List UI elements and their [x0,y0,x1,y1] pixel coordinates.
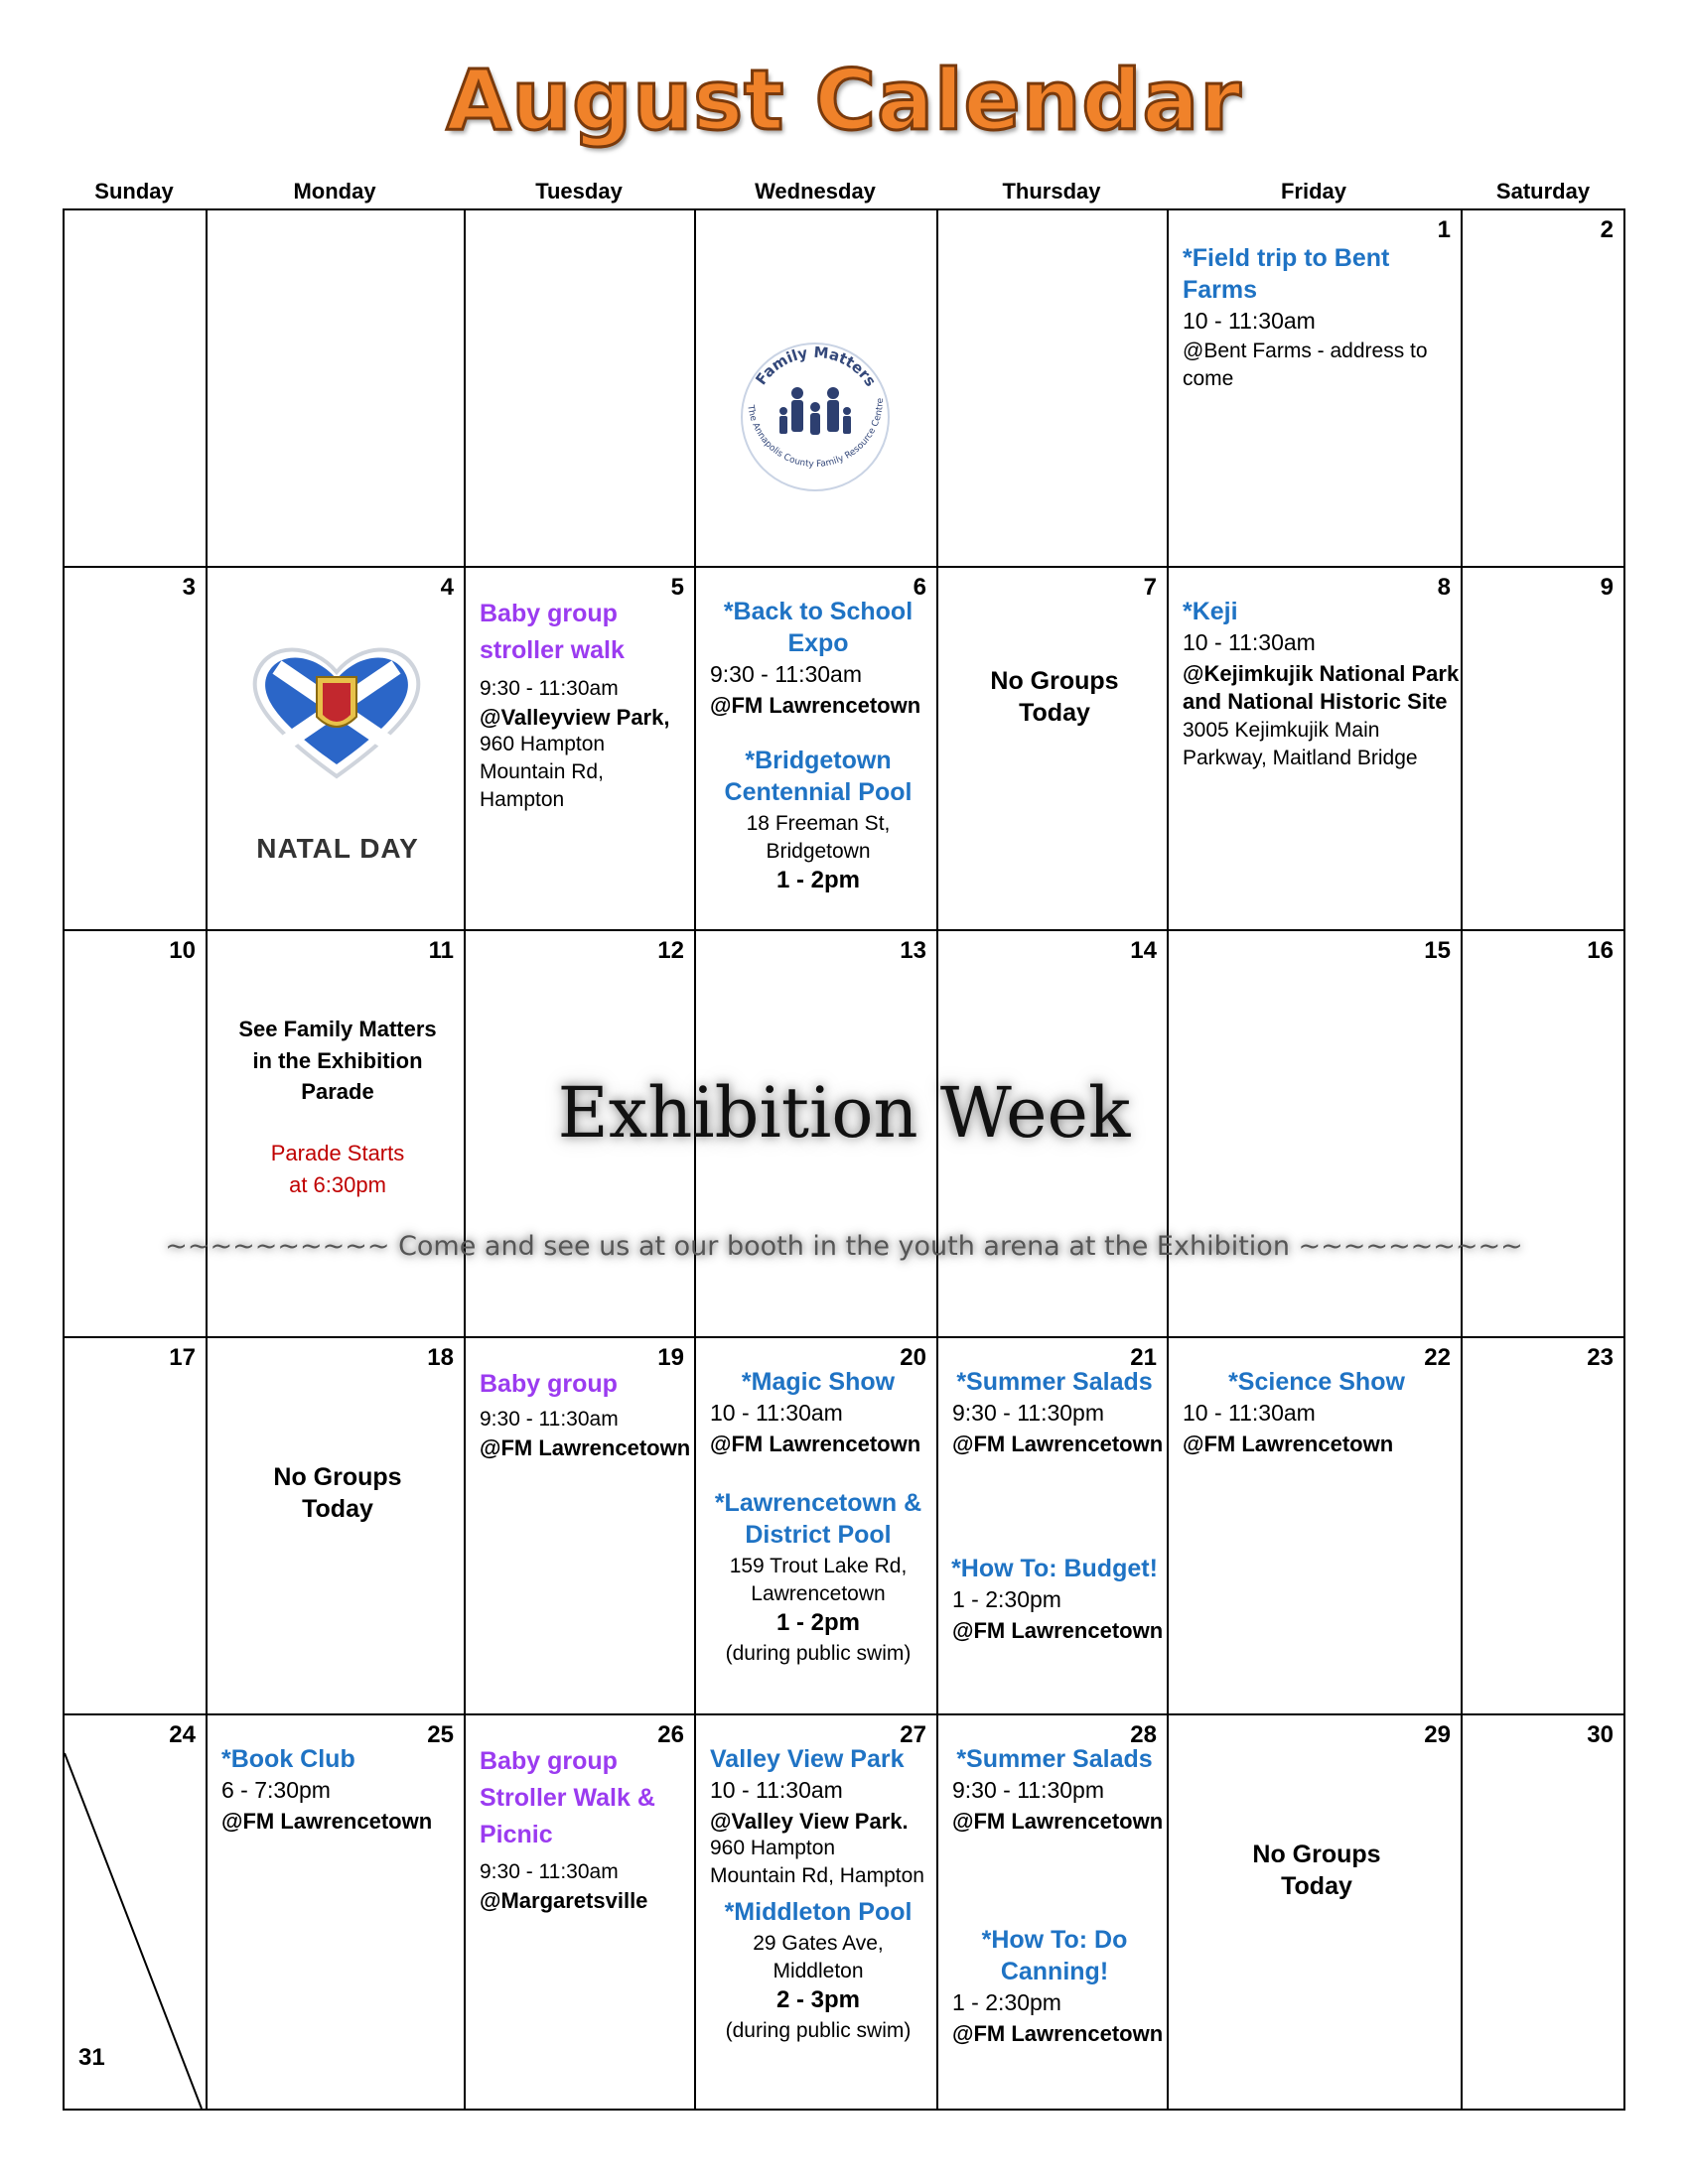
event-time: 1 - 2:30pm [952,1989,1061,2015]
date-number: 17 [169,1344,196,1371]
event-title: Picnic [480,1821,553,1848]
event-address: Mountain Rd, [480,760,604,783]
event-place: @FM Lawrencetown [952,1432,1164,1456]
svg-text:Family Matters [752,343,880,390]
day-cell-aug-1 [1167,208,1463,568]
date-number: 6 [913,574,926,601]
logo-tagline: The Annapolis County Family Resource Centre [745,397,887,471]
day-cell-empty [936,208,1169,568]
day-cell-aug-26 [464,1713,696,2111]
event-time: 9:30 - 11:30am [710,661,863,687]
day-cell-aug-18 [206,1336,466,1715]
event-title: *Book Club [221,1745,355,1773]
event-place: @FM Lawrencetown [221,1809,433,1834]
date-number: 8 [1437,574,1451,601]
date-number: 29 [1424,1721,1451,1748]
event-note: See Family Matters [238,1017,437,1041]
event-note: Parade Starts [270,1141,405,1165]
event-place: @Margaretsville [480,1888,648,1913]
date-number: 12 [657,937,684,964]
event-address: Parkway, Maitland Bridge [1183,747,1418,769]
day-header-tuesday: Tuesday [535,179,623,204]
exhibition-week-title: Exhibition Week [557,1072,1131,1154]
event-title: *Keji [1183,598,1238,625]
event-time: 9:30 - 11:30am [480,1408,619,1431]
date-number: 11 [428,937,454,964]
event-time: 10 - 11:30am [710,1777,843,1803]
event-time: 1 - 2pm [775,1609,861,1636]
event-title: Canning! [1000,1958,1109,1985]
day-cell-aug-8 [1167,566,1463,931]
event-title: Expo [787,629,849,657]
event-place: @FM Lawrencetown [710,1432,921,1456]
logo-name: Family Matters [752,342,881,390]
event-place: @FM Lawrencetown [480,1435,691,1460]
natal-day-heart-icon [247,637,426,786]
no-groups-label: No Groups [1252,1841,1381,1868]
day-header-thursday: Thursday [1002,179,1101,204]
date-number: 16 [1587,937,1614,964]
event-title: Baby group [480,1370,618,1398]
event-address: 18 Freeman St, [746,812,891,835]
event-address: Middleton [773,1960,864,1982]
day-cell-aug-21 [936,1336,1169,1715]
event-title: stroller walk [480,636,625,664]
event-place: @FM Lawrencetown [952,1809,1164,1834]
event-note: Parade [301,1079,374,1104]
event-place: @Bent Farms - address to come [1183,340,1428,390]
day-cell-aug-3 [63,566,208,931]
day-header-saturday: Saturday [1495,179,1591,204]
date-number: 30 [1587,1721,1614,1748]
event-title: District Pool [745,1521,892,1549]
event-address: 960 Hampton [710,1837,836,1859]
event-title: Baby group [480,1747,618,1775]
date-number: 21 [1130,1344,1157,1371]
event-note: (during public swim) [725,1642,912,1665]
date-number: 2 [1600,216,1614,243]
event-place: and National Historic Site [1183,689,1448,714]
date-number: 25 [427,1721,454,1748]
no-groups-label: Today [1281,1872,1352,1900]
exhibition-week-subtitle: ~~~~~~~~~~ Come and see us at our booth in the youth arena at the Exhibition ~~~~~~~~~~ [165,1231,1523,1262]
event-address: Bridgetown [766,840,871,863]
day-cell-empty [694,208,938,568]
event-time: 2 - 3pm [775,1986,861,2013]
day-header-sunday: Sunday [94,179,174,204]
event-title: *Lawrencetown & [714,1489,922,1517]
event-place: @FM Lawrencetown [952,2021,1164,2046]
day-cell-empty [63,208,208,568]
date-number: 27 [900,1721,926,1748]
event-place: @Valleyview Park, [480,705,670,730]
event-time: 10 - 11:30am [1183,308,1316,334]
event-place: @FM Lawrencetown [952,1618,1164,1643]
date-number: 18 [427,1344,454,1371]
day-cell-aug-9 [1461,566,1625,931]
day-cell-aug-19 [464,1336,696,1715]
calendar-grid [63,208,1625,2111]
event-time: 10 - 11:30am [1183,1400,1316,1426]
event-address: 960 Hampton [480,733,606,755]
event-time: 1 - 2:30pm [952,1586,1061,1612]
event-note: at 6:30pm [289,1172,386,1197]
event-title: Stroller Walk & [480,1784,655,1812]
date-number: 26 [657,1721,684,1748]
family-matters-logo [726,328,905,506]
day-cell-aug-7 [936,566,1169,931]
no-groups-label: Today [1019,699,1090,727]
date-number: 10 [169,937,196,964]
event-time: 9:30 - 11:30am [480,677,619,700]
page-title: August Calendar [446,52,1242,149]
event-title: *How To: Budget! [951,1555,1158,1582]
event-title: *Summer Salads [956,1368,1153,1396]
date-number: 28 [1130,1721,1157,1748]
event-address: 29 Gates Ave, [753,1932,884,1955]
event-note: (during public swim) [725,2019,912,2042]
date-number: 22 [1424,1344,1451,1371]
day-header-wednesday: Wednesday [755,179,876,204]
event-place: @Kejimkujik National Park [1183,661,1460,686]
no-groups-label: No Groups [273,1463,402,1491]
event-title: *Bridgetown [745,747,892,774]
day-cell-aug-6 [694,566,938,931]
date-number: 3 [182,574,196,601]
day-cell-aug-24-31 [63,1713,208,2111]
day-cell-aug-5 [464,566,696,931]
day-header-monday: Monday [293,179,376,204]
event-time: 6 - 7:30pm [221,1777,331,1803]
event-title: *Science Show [1228,1368,1405,1396]
event-time: 9:30 - 11:30pm [952,1400,1105,1426]
date-number: 13 [900,937,926,964]
day-cell-aug-23 [1461,1336,1625,1715]
event-title: *Middleton Pool [724,1898,913,1926]
date-number: 31 [78,2044,105,2071]
day-cell-empty [464,208,696,568]
event-place: @Valley View Park. [710,1809,909,1834]
event-time: 10 - 11:30am [710,1400,843,1426]
day-cell-aug-29 [1167,1713,1463,2111]
date-number: 15 [1424,937,1451,964]
date-number: 20 [900,1344,926,1371]
date-number: 1 [1437,216,1451,243]
event-address: Lawrencetown [751,1582,886,1605]
no-groups-label: No Groups [990,667,1119,695]
date-number: 5 [670,574,684,601]
event-title: Baby group [480,600,618,627]
event-title: *Summer Salads [956,1745,1153,1773]
date-number: 23 [1587,1344,1614,1371]
date-number: 9 [1600,574,1614,601]
day-cell-aug-25 [206,1713,466,2111]
no-groups-label: Today [302,1495,373,1523]
day-cell-aug-28 [936,1713,1169,2111]
event-title: *Field trip to Bent Farms [1183,244,1390,304]
event-title: Valley View Park [710,1745,905,1773]
day-cell-aug-17 [63,1336,208,1715]
event-address: Mountain Rd, Hampton [710,1864,924,1887]
event-title: *Magic Show [741,1368,896,1396]
day-cell-aug-27 [694,1713,938,2111]
day-cell-aug-20 [694,1336,938,1715]
date-number: 7 [1143,574,1157,601]
day-cell-empty [206,208,466,568]
date-number: 14 [1130,937,1157,964]
event-address: Hampton [480,788,565,811]
event-time: 9:30 - 11:30am [480,1860,619,1883]
event-address: 159 Trout Lake Rd, [729,1555,908,1577]
event-title: *Back to School [723,598,914,625]
event-place: @FM Lawrencetown [1183,1432,1394,1456]
day-header-friday: Friday [1280,179,1347,204]
day-cell-aug-2 [1461,208,1625,568]
event-time: 1 - 2pm [775,867,861,893]
natal-day-label: NATAL DAY [256,833,419,864]
date-number: 24 [169,1721,196,1748]
day-cell-aug-30 [1461,1713,1625,2111]
event-address: 3005 Kejimkujik Main [1183,719,1380,742]
date-number: 4 [440,574,454,601]
event-time: 10 - 11:30am [1183,629,1316,655]
event-title: *How To: Do [981,1926,1128,1954]
event-place: @FM Lawrencetown [710,693,921,718]
event-title: Centennial Pool [724,778,913,806]
date-number: 19 [657,1344,684,1371]
event-time: 9:30 - 11:30pm [952,1777,1105,1803]
day-cell-aug-4 [206,566,466,931]
event-note: in the Exhibition [252,1048,423,1073]
day-cell-aug-22 [1167,1336,1463,1715]
